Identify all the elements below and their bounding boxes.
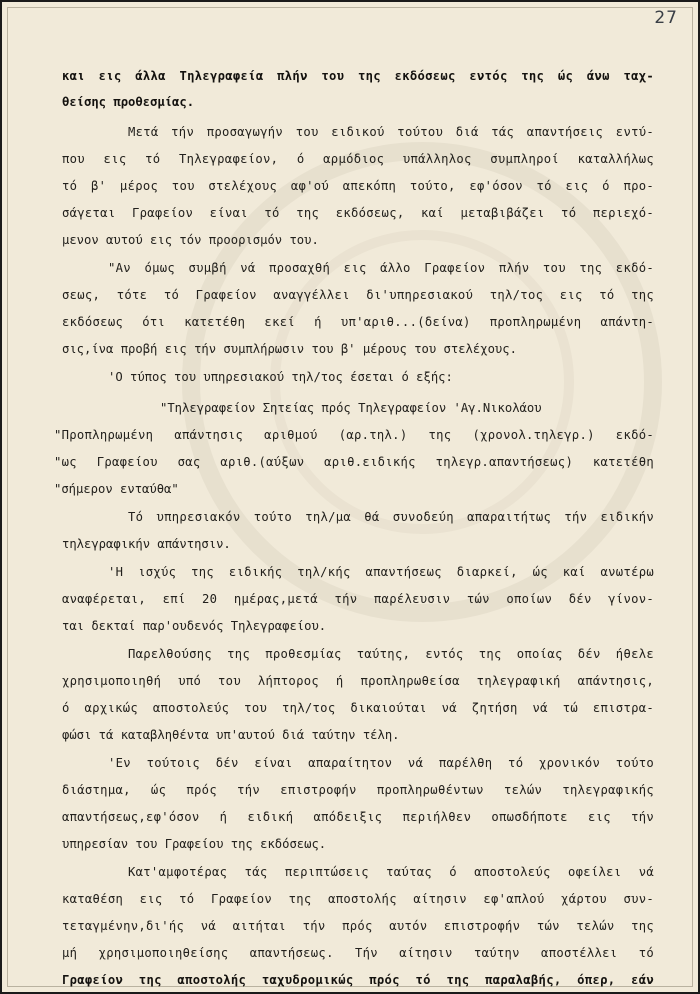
text-line: "Τηλεγραφείον Σητείας πρός Τηλεγραφείον 'Αγ.Νικολάου bbox=[160, 401, 542, 415]
text-line: Γραφείον της αποστολής ταχυδρομικώς πρός τό της παραλαβής, όπερ, εάν bbox=[62, 973, 654, 987]
text-line: 'Εν τούτοις δέν είναι απαραίτητον νά παρέλθη τό χρονικόν τούτο bbox=[108, 756, 654, 770]
text-line: σεως, τότε τό Γραφείον αναγγέλλει δι'υπηρεσιακού τηλ/τος εις τό της bbox=[62, 288, 654, 302]
text-line: "Αν όμως συμβή νά προσαχθή εις άλλο Γραφείον πλήν του της εκδό- bbox=[108, 261, 654, 275]
text-line: φώσι τά καταβληθέντα υπ'αυτού διά ταύτην τέλη. bbox=[62, 728, 400, 742]
text-line: εκδόσεως ότι κατετέθη εκεί ή υπ'αριθ...(δείνα) προπληρωμένη απάντη- bbox=[62, 315, 654, 329]
text-line: Τό υπηρεσιακόν τούτο τηλ/μα θά συνοδεύη απαραιτήτως τήν ειδικήν bbox=[128, 510, 654, 524]
text-line: σις,ίνα προβή εις τήν συμπλήρωσιν του β' μέρους του στελέχους. bbox=[62, 342, 517, 356]
text-line: καταθέση εις τό Γραφείον της αποστολής αίτησιν εφ'απλού χάρτου συν- bbox=[62, 892, 654, 906]
text-line: υπηρεσίαν του Γραφείου της εκδόσεως. bbox=[62, 837, 327, 851]
text-line: τεταγμένην,δι'ής νά αιτήται τήν πρός αυτόν επιστροφήν τών τελών της bbox=[62, 919, 654, 933]
text-line: 'Η ισχύς της ειδικής τηλ/κής απαντήσεως διαρκεί, ώς καί ανωτέρω bbox=[108, 565, 654, 579]
text-line: διάστημα, ώς πρός τήν επιστροφήν προπληρωθέντων τελών τηλεγραφικής bbox=[62, 783, 654, 797]
text-line: ται δεκταί παρ'ουδενός Τηλεγραφείου. bbox=[62, 619, 327, 633]
text-line: τό β' μέρος του στελέχους αφ'ού απεκόπη τούτο, εφ'όσον τό εις ό προ- bbox=[62, 179, 654, 193]
text-line: μή χρησιμοποιηθείσης απαντήσεως. Τήν αίτησιν ταύτην αποστέλλει τό bbox=[62, 946, 654, 960]
text-line: θείσης προθεσμίας. bbox=[62, 95, 195, 109]
text-line: τηλεγραφικήν απάντησιν. bbox=[62, 537, 231, 551]
text-line: Μετά τήν προσαγωγήν του ειδικού τούτου διά τάς απαντήσεις εντύ- bbox=[128, 125, 654, 139]
text-line: μενον αυτού εις τόν προορισμόν του. bbox=[62, 233, 319, 247]
text-line: Παρελθούσης της προθεσμίας ταύτης, εντός της οποίας δέν ήθελε bbox=[128, 647, 654, 661]
text-line: χρησιμοποιηθή υπό του λήπτορος ή προπληρωθείσα τηλεγραφική απάντησις, bbox=[62, 674, 654, 688]
text-line: "ως Γραφείου σας αριθ.(αύξων αριθ.ειδικής τηλεγρ.απαντήσεως) κατετέθη bbox=[54, 455, 654, 469]
text-line: "Προπληρωμένη απάντησις αριθμού (αρ.τηλ.) της (χρονολ.τηλεγρ.) εκδό- bbox=[54, 428, 654, 442]
text-line: Κατ'αμφοτέρας τάς περιπτώσεις ταύτας ό αποστολεύς οφείλει νά bbox=[128, 865, 654, 879]
text-line: αναφέρεται, επί 20 ημέρας,μετά τήν παρέλευσιν τών οποίων δέν γίνον- bbox=[62, 592, 654, 606]
text-line: "σήμερον ενταύθα" bbox=[54, 482, 179, 496]
text-line: απαντήσεως,εφ'όσον ή ειδική απόδειξις περιήλθεν οπωσδήποτε εις τήν bbox=[62, 810, 654, 824]
page-number: 27 bbox=[654, 8, 678, 28]
text-line: που εις τό Τηλεγραφείον, ό αρμόδιος υπάλληλος συμπληροί καταλλήλως bbox=[62, 152, 654, 166]
text-line: σάγεται Γραφείον είναι τό της εκδόσεως, καί μεταβιβάζει τό περιεχό- bbox=[62, 206, 654, 220]
text-line: και εις άλλα Τηλεγραφεία πλήν του της εκδόσεως εντός της ώς άνω ταχ- bbox=[62, 69, 654, 83]
text-line: ό αρχικώς αποστολεύς του τηλ/τος δικαιούται νά ζητήση νά τώ επιστρα- bbox=[62, 701, 654, 715]
text-line: 'Ο τύπος του υπηρεσιακού τηλ/τος έσεται ό εξής: bbox=[108, 370, 453, 384]
